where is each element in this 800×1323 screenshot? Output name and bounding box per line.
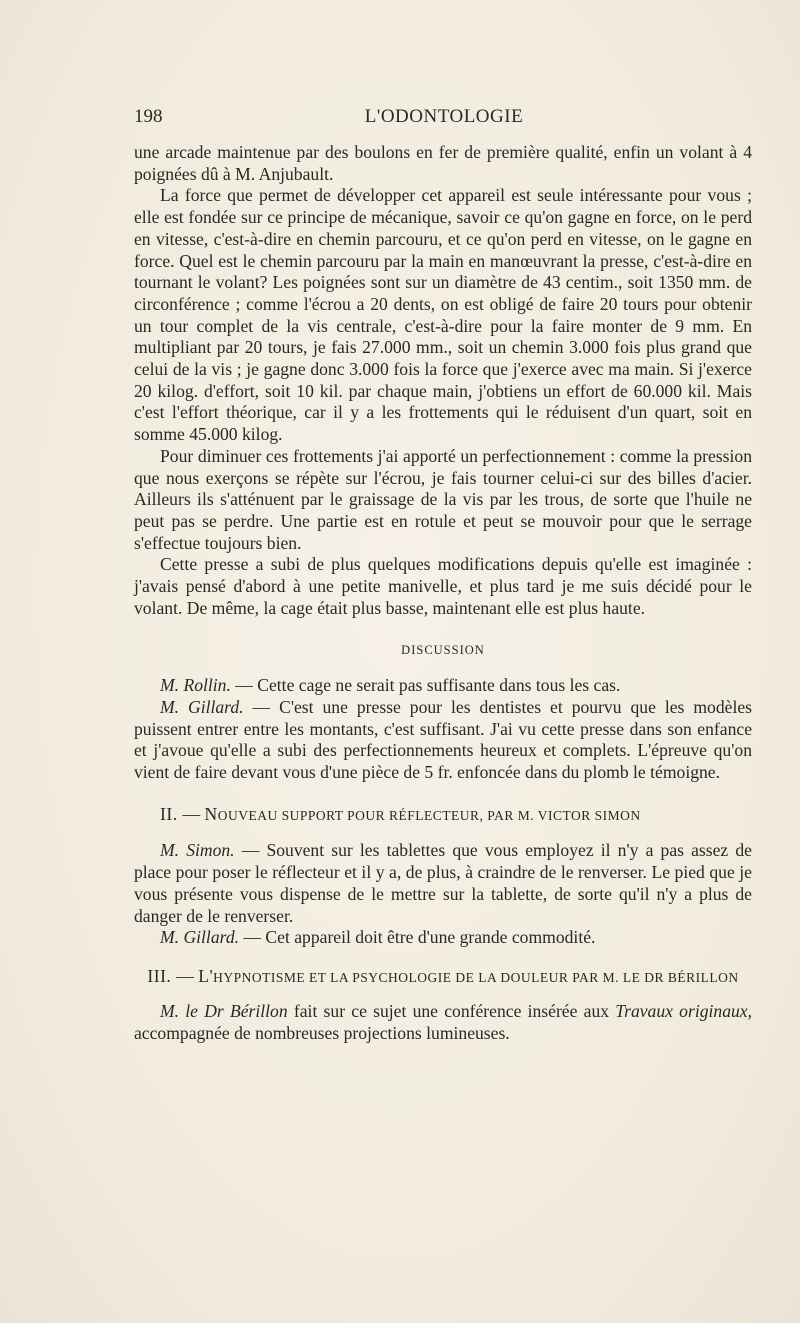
section-2-lead: N <box>204 803 218 824</box>
paragraph-4: Cette presse a subi de plus quelques modifications depuis qu'elle est imaginée : j'avais pensé d'abord à une petite manivelle, et plus tard je me suis décidé pour le volant. De même, la cage était plus basse, maintenant elle est plus haute. <box>134 554 752 618</box>
section-3-lead: L' <box>198 965 214 986</box>
speaker-remark: — Cette cage ne serait pas suffisante dans tous les cas. <box>230 675 621 696</box>
speaker-remark: — Cet appareil doit être d'une grande commodité. <box>239 927 596 948</box>
paragraph-2: La force que permet de développer cet appareil est seule intéressante pour vous ; elle est fondée sur ce principe de mécanique, savoir ce qu'on gagne en force, on le perd en vitesse, c'est-à-dire en chemin parcouru, et ce qu'on perd en vitesse, on le gagne en force. Quel est le chemin parcouru par la main en manœuvrant la presse, c'est-à-dire en tournant le volant? Les poignées sont sur un diamètre de 43 centim., soit 1350 mm. de circonférence ; comme l'écrou a 20 dents, on est obligé de faire 20 tours pour obtenir un tour complet de la vis centrale, c'est-à-dire pour la faire monter de 9 mm. En multipliant par 20 tours, je fais 27.000 mm., soit un chemin 3.000 fois plus grand que celui de la vis ; je gagne donc 3.000 fois la force que j'exerce avec ma main. Si j'exerce 20 kilog. d'effort, soit 10 kil. par chaque main, j'obtiens un effort de 60.000 kil. Mais c'est l'effort théorique, car il y a les frottements qui le réduisent d'un quart, soit en somme 45.000 kilog. <box>134 185 752 445</box>
speaker-name: M. Gillard. <box>160 927 240 948</box>
discussion-entry <box>134 675 752 697</box>
running-title: L'ODONTOLOGIE <box>364 106 524 127</box>
page-number: 198 <box>134 106 163 127</box>
section-3-paragraph <box>134 1001 752 1044</box>
discussion-entry <box>134 840 752 927</box>
speaker-name: M. le Dr Bérillon <box>160 1000 288 1021</box>
speaker-name: M. Rollin. <box>160 675 231 696</box>
section-2-title-text: OUVEAU SUPPORT POUR RÉFLECTEUR, PAR M. VICTOR SIMON <box>217 807 641 823</box>
paragraph-text-end: , accompagnée de nombreuses projections lumineuses. <box>134 1000 753 1043</box>
section-2-numeral: II. — <box>160 803 201 824</box>
section-3-numeral: III. — <box>147 965 195 986</box>
speaker-remark: — C'est une presse pour les dentistes et pourvu que les modèles puissent entrer entre les montants, c'est suffisant. J'ai vu cette presse dans son enfance et j'avoue qu'elle a subi des perfectionnements heureux et complets. L'épreuve qu'on vient de faire devant vous d'une pièce de 5 fr. enfoncée dans du plomb le témoigne. <box>134 696 752 782</box>
speaker-remark: — Souvent sur les tablettes que vous employez il n'y a pas assez de place pour poser le réflecteur et il y a, de plus, à craindre de le renverser. Le pied que je vous présente vous dispense de le mettre sur la tablette, de sorte qu'il n'y a plus de danger de le renverser. <box>134 840 752 926</box>
section-3-title <box>134 967 752 987</box>
section-3-title-text: HYPNOTISME ET LA PSYCHOLOGIE DE LA DOULEUR PAR M. LE DR BÉRILLON <box>213 969 739 985</box>
paragraph-1: une arcade maintenue par des boulons en fer de première qualité, enfin un volant à 4 poignées dû à M. Anjubault. <box>134 142 752 184</box>
discussion-entry <box>134 927 752 949</box>
speaker-name: M. Gillard. <box>160 696 244 717</box>
speaker-name: M. Simon. <box>160 840 235 861</box>
page-header <box>134 106 754 136</box>
section-2-title <box>134 804 752 827</box>
discussion-entry <box>134 697 752 784</box>
paragraph-text: fait sur ce sujet une conférence insérée aux <box>287 1000 616 1021</box>
publication-title: Travaux originaux <box>615 1000 748 1021</box>
paragraph-3: Pour diminuer ces frottements j'ai apporté un perfectionnement : comme la pression que nous exerçons se répète sur l'écrou, je fais tourner celui-ci sur des billes d'acier. Ailleurs ils s'atténuent par le graissage de la vis par les trous, de sorte que l'huile ne peut pas se perdre. Une partie est en rotule et peut se mouvoir pour que le serrage s'effectue toujours bien. <box>134 445 752 553</box>
discussion-heading: DISCUSSION <box>401 643 485 658</box>
body-text <box>134 142 752 1044</box>
